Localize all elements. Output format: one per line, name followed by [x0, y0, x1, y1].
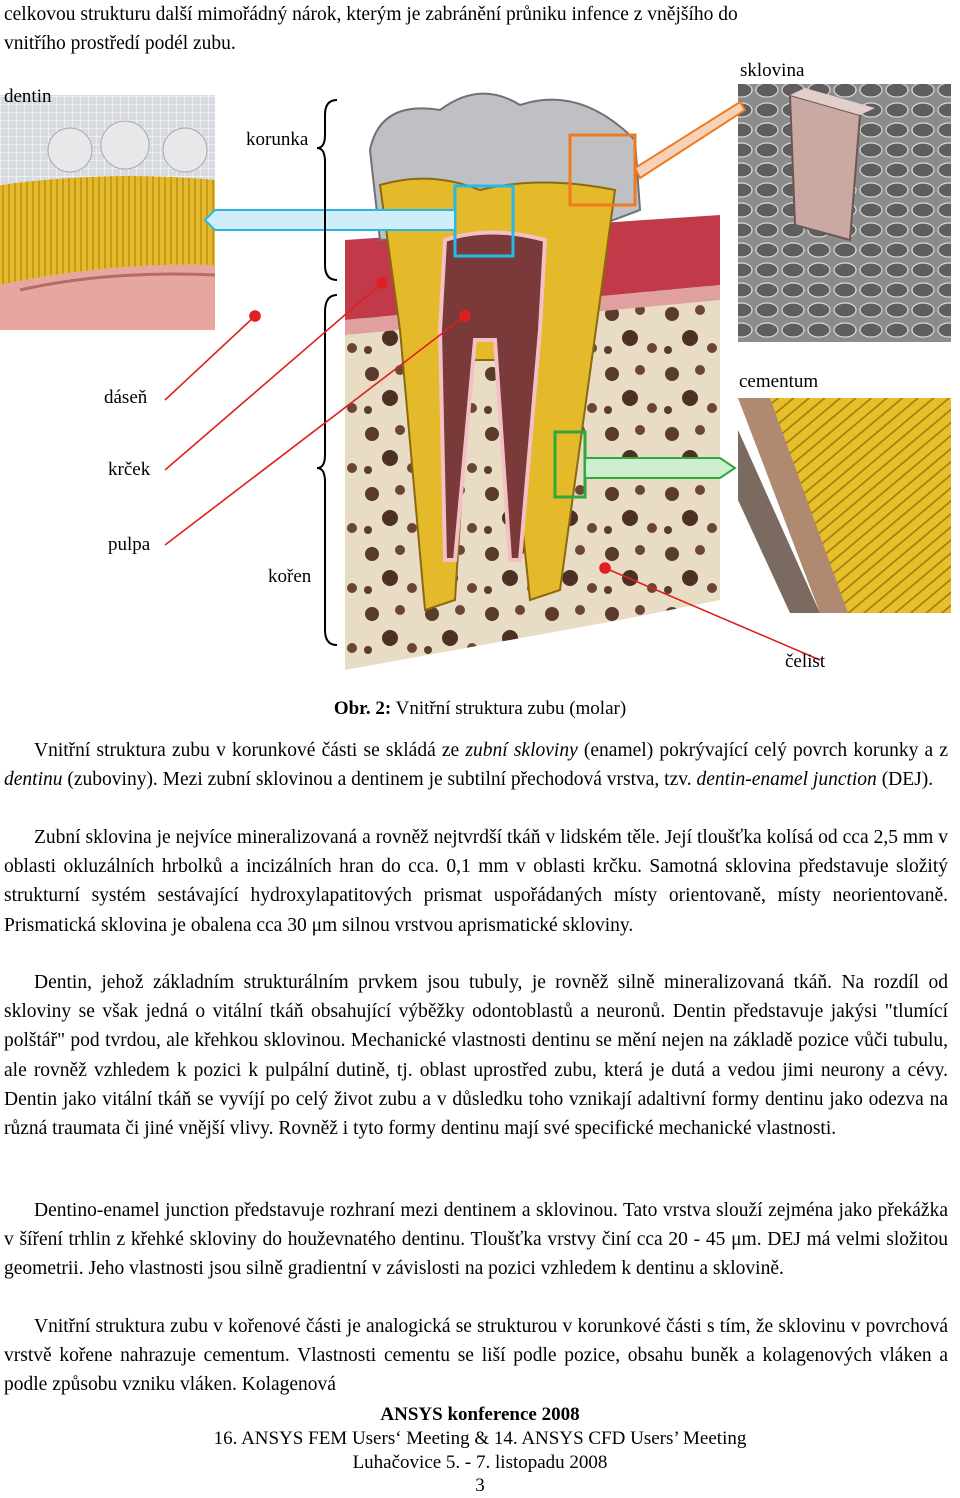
callout-arrow-orange [635, 102, 745, 178]
cementum-inset [738, 398, 951, 613]
callout-arrow-blue [205, 210, 455, 230]
footer-title-text: ANSYS konference 2008 [380, 1404, 580, 1425]
p1-term-enamel: zubní skloviny [465, 740, 578, 761]
brace-korunka [317, 100, 337, 280]
callout-arrow-green [585, 458, 735, 478]
p1-text-c: (zuboviny). Mezi zubní sklovinou a dentinem je subtilní přechodová vrstva, tzv. [62, 769, 697, 791]
p1-term-dej: dentin-enamel junction [696, 769, 877, 791]
dentin-inset [0, 95, 215, 330]
p1-text-b: (enamel) pokrývající celý povrch korunky a z [577, 740, 948, 761]
label-koren: kořen [268, 566, 312, 587]
p1-text-a: Vnitřní struktura zubu v korunkové části se skládá ze [34, 740, 466, 761]
label-pulpa: pulpa [108, 534, 151, 555]
paragraph-4: Dentino-enamel junction představuje rozhraní mezi dentinem a sklovinou. Tato vrstva slouží zejména jako překážka v šíření trhlin z křehké skloviny do houževnatého dentinu. Tloušťka vrstvy činí cca 20 - 45 μm. DEJ má velmi složitou geometrii. Jeho vlastnosti jsou silně gradientní v závislosti na pozici vzhledem k dentinu a sklovině. [4, 1200, 948, 1280]
label-dentin: dentin [4, 86, 52, 107]
intro-line-1: celkovou strukturu další mimořádný nárok, kterým je zabránění průniku infence z vnějšího do [4, 4, 738, 25]
intro-line-2: vnitřího prostředí podél zubu. [4, 33, 236, 54]
figure-caption [0, 698, 960, 720]
caption-text: Vnitřní struktura zubu (molar) [391, 698, 627, 719]
label-cementum: cementum [739, 371, 819, 392]
footer-title [0, 1403, 960, 1427]
tooth-figure [0, 56, 960, 696]
paragraph-1 [4, 736, 948, 794]
footer-meeting: 16. ANSYS FEM Users‘ Meeting & 14. ANSYS CFD Users’ Meeting [213, 1428, 747, 1449]
footer-location: Luhačovice 5. - 7. listopadu 2008 [352, 1452, 608, 1473]
label-dasen: dáseň [104, 387, 148, 408]
label-korunka: korunka [246, 129, 309, 150]
page-number: 3 [475, 1475, 485, 1496]
p1-term-dentin: dentinu [4, 769, 63, 791]
label-celist: čelist [785, 651, 826, 672]
p1-text-d: (DEJ). [876, 769, 934, 791]
label-krcek: krček [108, 459, 151, 480]
caption-number: Obr. 2: [333, 698, 392, 719]
paragraph-5: Vnitřní struktura zubu v kořenové části je analogická se strukturou v korunkové části s tím, že sklovinu v povrchová vrstvě kořene nahrazuje cementum. Vlastnosti cementu se liší podle pozice, obsahu buněk a kolagenových vláken a podle způsobu vzniku vláken. Kolagenová [4, 1316, 948, 1396]
enamel-inset [738, 84, 951, 342]
paragraph-2: Zubní sklovina je nejvíce mineralizovaná a rovněž nejtvrdší tkáň v lidském těle. Její tloušťka kolísá od cca 2,5 mm v oblasti okluzálních hrbolků a incizálních hran do cca. 0,1 mm v oblasti krčku. Samotná sklovina představuje složitý strukturní systém sestávající hydroxylapatitových prismat uspořádaných místy orientovaně, místy neorientovaně. Prismatická sklovina je obalena cca 30 μm silnou vrstvou aprismatické skloviny. [4, 827, 948, 936]
paragraph-3: Dentin, jehož základním strukturálním prvkem jsou tubuly, je rovněž silně mineralizovaná tkáň. Na rozdíl od skloviny se však jedná o vitální tkáň obsahující výběžky odontoblastů a neuronů. Dentin představuje jakýsi "tlumící polštář" pod tvrdou, ale křehkou sklovinou. Mechanické vlastnosti dentinu se mění nejen na základě pozice vůči tubulu, ale rovněž vzhledem k pozici k pulpální dutině, tj. oblast uprostřed zubu, která je dutá a vedou jimi neurony a cévy. Dentin jako vitální tkáň se vyvíjí po celý život zubu a v důsledku toho vznikají adaltivní formy dentinu jako odezva na různá traumata či jiné vnější vlivy. Rovněž i tyto formy dentinu mají své specifické mechanické vlastnosti. [4, 972, 948, 1140]
label-sklovina: sklovina [740, 60, 805, 81]
brace-koren [317, 295, 337, 645]
